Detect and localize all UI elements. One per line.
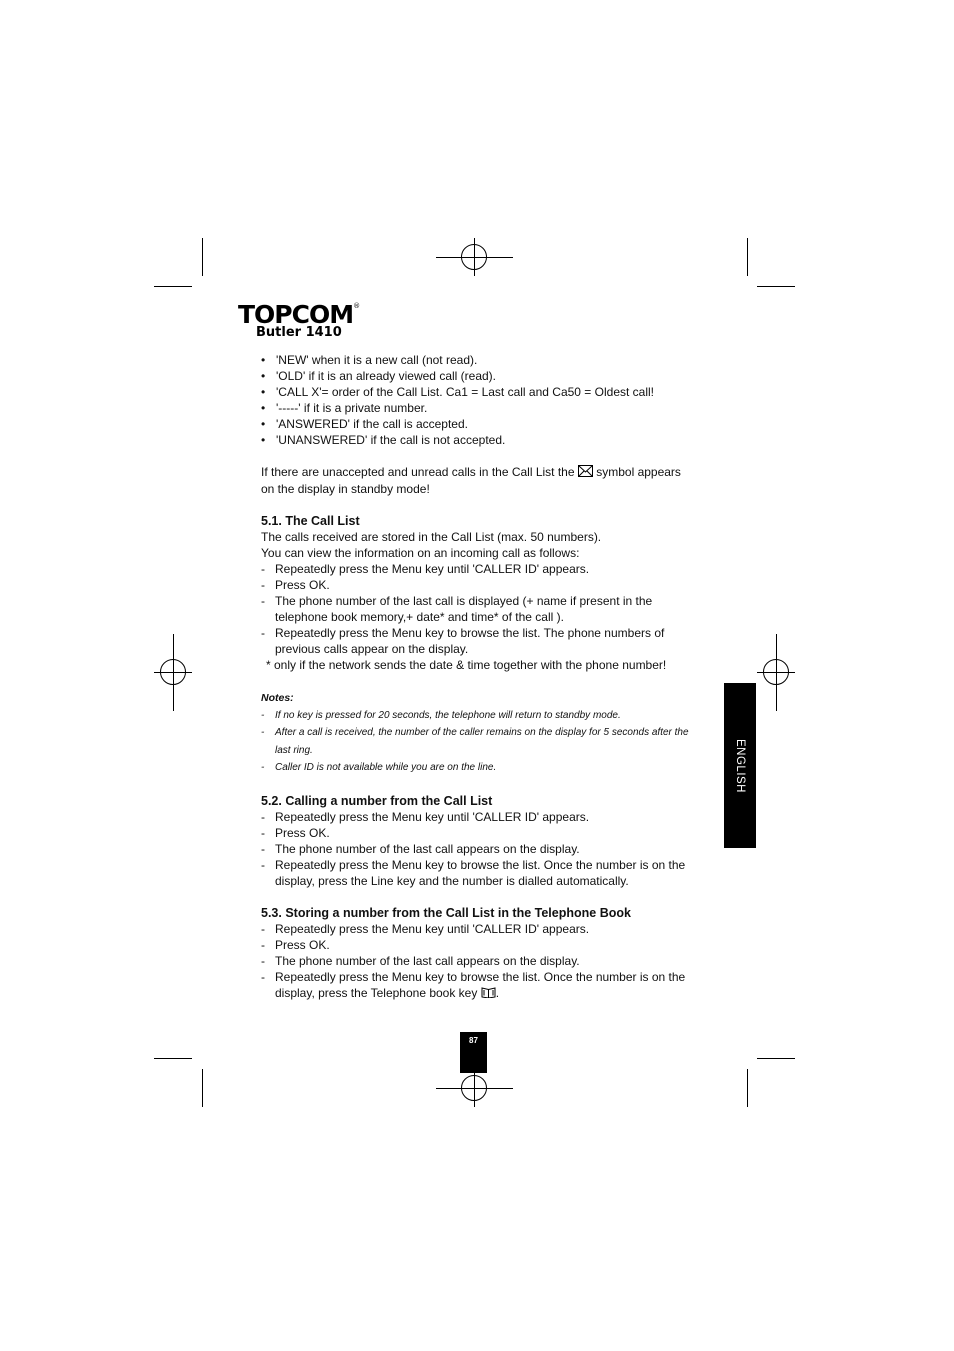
list-item: • 'UNANSWERED' if the call is not accepted.: [261, 432, 706, 448]
list-item: - The phone number of the last call appears on the display.: [261, 841, 706, 857]
registration-mark: [461, 244, 487, 270]
footnote: * only if the network sends the date & time together with the phone number!: [266, 657, 667, 672]
list-item: - Caller ID is not available while you are on the line.: [261, 759, 706, 777]
list-item: • 'ANSWERED' if the call is accepted.: [261, 416, 706, 432]
crop-mark: [202, 238, 203, 276]
step-list: [261, 561, 706, 657]
envelope-icon: [578, 465, 593, 481]
list-item: - Repeatedly press the Menu key to browse the list. Once the number is on the display, press the Line key and the number is dialled automatically.: [261, 857, 706, 889]
list-item: - Repeatedly press the Menu key until 'CALLER ID' appears.: [261, 561, 706, 577]
page-number: 87: [460, 1032, 487, 1073]
list-item: - Repeatedly press the Menu key to browse the list. Once the number is on the display, press the Telephone book key .: [261, 969, 706, 1002]
list-item: - The phone number of the last call is displayed (+ name if present in the telephone book memory,+ date* and time* of the call ).: [261, 593, 706, 625]
section-title: 5.1. The Call List: [261, 513, 360, 528]
crop-mark: [154, 286, 192, 287]
brand-logo: TOPCOM®: [238, 300, 360, 329]
list-item: - Press OK.: [261, 937, 706, 953]
paragraph: The calls received are stored in the Call List (max. 50 numbers).: [261, 529, 602, 544]
step-list: [261, 921, 706, 1002]
status-list: [261, 352, 706, 448]
registration-mark: [160, 659, 186, 685]
model-name: Butler 1410: [256, 325, 342, 340]
page-content: [261, 352, 706, 1002]
language-tab: [724, 683, 756, 848]
list-item: • '-----' if it is a private number.: [261, 400, 706, 416]
crop-mark: [154, 1058, 192, 1059]
list-item: - Repeatedly press the Menu key to browse the list. The phone numbers of previous calls appear on the display.: [261, 625, 706, 657]
list-item: - Repeatedly press the Menu key until 'CALLER ID' appears.: [261, 921, 706, 937]
list-item: • 'CALL X'= order of the Call List. Ca1 = Last call and Ca50 = Oldest call!: [261, 384, 706, 400]
crop-mark: [757, 1058, 795, 1059]
crop-mark: [202, 1069, 203, 1107]
list-item: - Press OK.: [261, 577, 706, 593]
crop-mark: [747, 1069, 748, 1107]
list-item: - If no key is pressed for 20 seconds, the telephone will return to standby mode.: [261, 707, 706, 725]
crop-mark: [757, 286, 795, 287]
notes-list: [261, 707, 706, 777]
list-item: - After a call is received, the number of the caller remains on the display for 5 seconds after the last ring.: [261, 724, 706, 759]
paragraph: You can view the information on an incoming call as follows:: [261, 545, 580, 560]
list-item: - Repeatedly press the Menu key until 'CALLER ID' appears.: [261, 809, 706, 825]
language-tab-label: ENGLISH: [734, 738, 746, 793]
step-list: [261, 809, 706, 889]
section-title: 5.3. Storing a number from the Call List in the Telephone Book: [261, 905, 631, 920]
list-item: • 'OLD' if it is an already viewed call (read).: [261, 368, 706, 384]
crop-mark: [747, 238, 748, 276]
list-item: • 'NEW' when it is a new call (not read).: [261, 352, 706, 368]
section-title: 5.2. Calling a number from the Call List: [261, 793, 493, 808]
unread-note: If there are unaccepted and unread calls in the Call List the symbol appears on the display in standby mode!: [261, 465, 681, 496]
telephone-book-icon: [481, 986, 496, 1002]
list-item: - The phone number of the last call appears on the display.: [261, 953, 706, 969]
notes-title: Notes:: [261, 691, 294, 704]
registration-mark: [461, 1075, 487, 1101]
list-item: - Press OK.: [261, 825, 706, 841]
registration-mark: [763, 659, 789, 685]
